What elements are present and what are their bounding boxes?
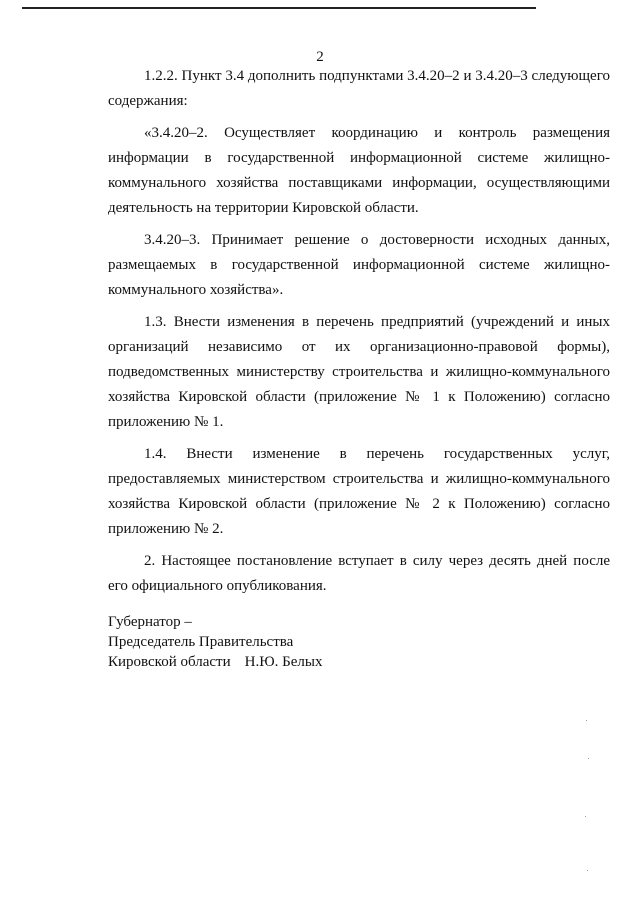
scan-specks xyxy=(584,720,590,880)
document-body xyxy=(108,64,610,606)
paragraph-2: 2. Настоящее постановление вступает в силу через десять дней после его официального опубликования. xyxy=(108,553,610,594)
scan-speck xyxy=(587,870,588,871)
scan-speck xyxy=(586,720,587,721)
signature-title-chairman: Председатель Правительства xyxy=(108,634,294,650)
scan-speck xyxy=(588,758,589,759)
paragraph-3-4-20-3: 3.4.20–3. Принимает решение о достоверности исходных данных, размещаемых в государственной информационной системе жилищно-коммунального хозяйства». xyxy=(108,232,610,298)
signature-region: Кировской области xyxy=(108,654,231,670)
signature-block xyxy=(108,612,322,672)
paragraph-1-4: 1.4. Внести изменение в перечень государственных услуг, предоставляемых министерством строительства и жилищно-коммунального хозяйства Кировской области (приложение № 2 к Положению) согласно приложению № 2. xyxy=(108,446,610,537)
paragraph-1-3: 1.3. Внести изменения в перечень предприятий (учреждений и иных организаций независимо от их организационно-правовой формы), подведомственных министерству строительства и жилищно-коммунального хозяйства Кировской области (приложение № 1 к Положению) согласно приложению № 1. xyxy=(108,314,610,430)
top-rule xyxy=(22,7,536,9)
paragraph-1-2-2: 1.2.2. Пункт 3.4 дополнить подпунктами 3.4.20–2 и 3.4.20–3 следующего содержания: xyxy=(108,68,610,109)
page-number: 2 xyxy=(316,49,324,65)
signature-title-governor: Губернатор – xyxy=(108,614,192,630)
paragraph-3-4-20-2: «3.4.20–2. Осуществляет координацию и контроль размещения информации в государственной информационной системе жилищно-коммунального хозяйства поставщиками информации, осуществляющими деятельность на территории Кировской области. xyxy=(108,125,610,216)
scan-speck xyxy=(585,816,586,817)
signatory-name: Н.Ю. Белых xyxy=(244,654,323,670)
signature-region-line xyxy=(108,652,322,672)
